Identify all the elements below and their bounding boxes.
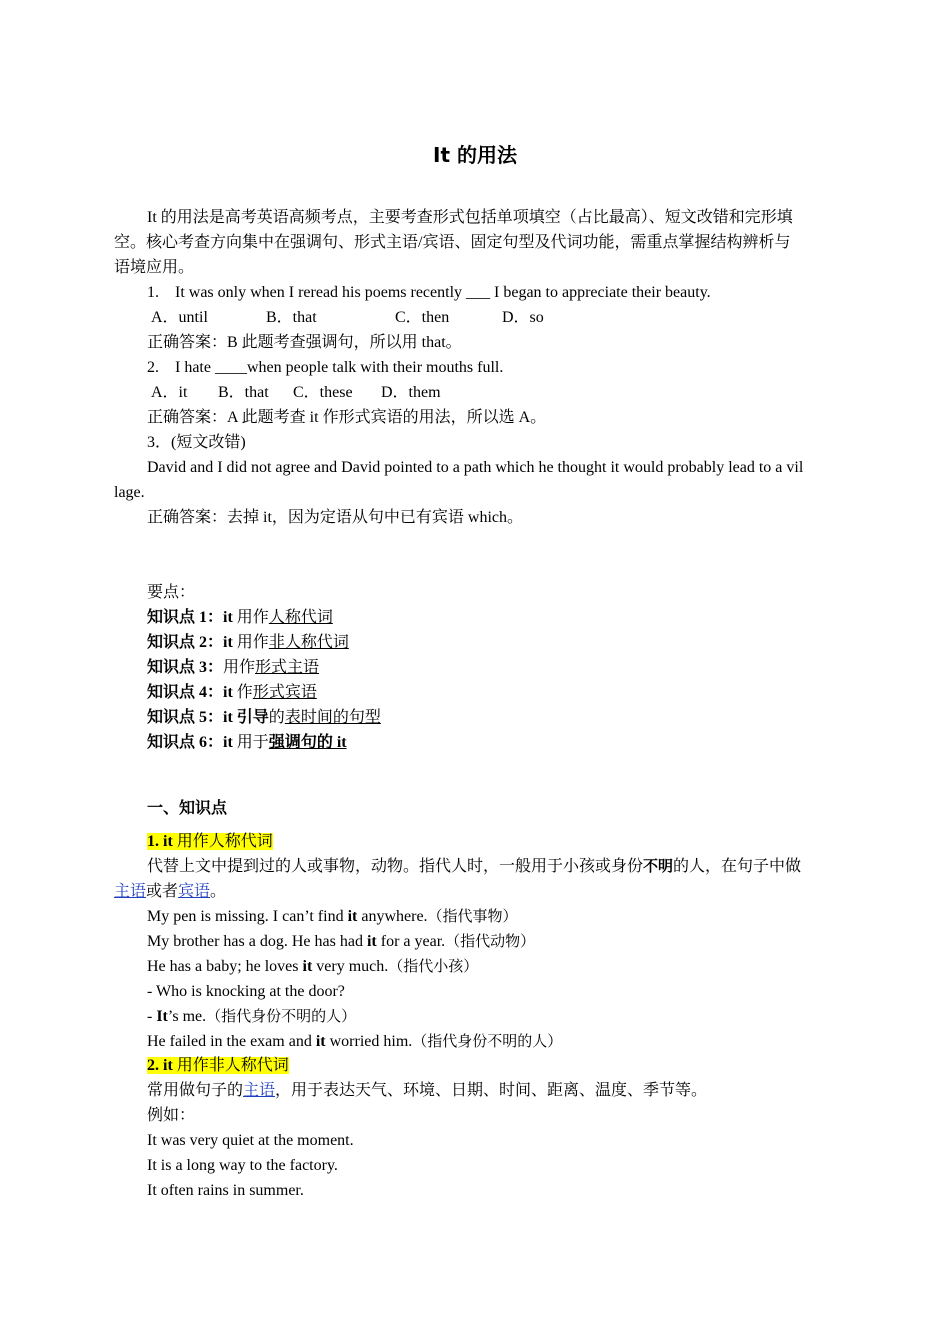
question-3-line-2: lage. (114, 484, 145, 501)
keypoint-6 (147, 730, 347, 755)
keypoint-lead: 用作 (232, 634, 269, 651)
keypoint-label: 知识点 1： (147, 609, 224, 626)
keypoint-1 (147, 605, 333, 630)
keypoint-label: 知识点 6： (147, 734, 224, 751)
keypoint-topic: 形式宾语 (252, 684, 317, 701)
example-note: （指代事物） (427, 907, 518, 925)
example-line (147, 1029, 562, 1054)
example-text: - (147, 1008, 157, 1025)
example-line (147, 954, 478, 979)
intro-line-2: 空。核心考查方向集中在强调句、形式主语/宾语、固定句型及代词功能，需重点掌握结构辨析与 (114, 234, 791, 251)
example-text: anywhere. (357, 908, 428, 925)
example-line: It often rains in summer. (147, 1182, 304, 1199)
subsection-title-text: 用作人称代词 (172, 833, 273, 850)
keypoint-lead-bold: it (223, 609, 233, 626)
desc-text: 常用做句子的 (147, 1082, 244, 1099)
example-text: for a year. (376, 933, 446, 950)
intro-line-1: It 的用法是高考英语高频考点，主要考查形式包括单项填空（占比最高）、短文改错和完形填 (147, 209, 793, 226)
intro-line-3: 语境应用。 (114, 259, 195, 276)
keypoints-heading: 要点： (147, 584, 196, 601)
question-3-line-1: David and I did not agree and David pointed to a path which he thought it would probably lead to a vil (147, 459, 804, 476)
example-text: He has a baby; he loves (147, 958, 303, 975)
example-note: （指代身份不明的人） (412, 1032, 563, 1050)
keypoint-5 (147, 705, 381, 730)
example-text: My pen is missing. I can’t find (147, 908, 348, 925)
desc-text: 或者 (146, 883, 179, 900)
example-line (147, 979, 345, 1004)
desc-text: 的人，在句子中做 (673, 858, 802, 875)
keypoint-lead: 的 (268, 709, 285, 726)
desc-text: 代替上文中提到过的人或事物，动物。指代人时，一般用于小孩或身份 (147, 858, 644, 875)
example-it: it (366, 933, 377, 950)
question-1-options (151, 305, 544, 330)
page-title: It 的用法 (433, 143, 517, 167)
keypoint-4 (147, 680, 317, 705)
keypoint-label: 知识点 3： (147, 659, 224, 676)
example-text: He failed in the exam and (147, 1033, 316, 1050)
keypoint-3 (147, 655, 319, 680)
keypoint-label: 知识点 4： (147, 684, 224, 701)
subject-link[interactable]: 主语 (243, 1082, 276, 1099)
example-text: very much. (312, 958, 389, 975)
example-text: - Who is knocking at the door? (147, 983, 345, 1000)
example-line: It is a long way to the factory. (147, 1157, 338, 1174)
question-2-options (151, 380, 441, 405)
example-label: 例如： (147, 1107, 196, 1124)
option-c: C．these (293, 384, 353, 401)
subsection-title-text: 用作非人称代词 (172, 1057, 289, 1074)
keypoint-lead-bold: it 引导 (223, 709, 269, 726)
question-3-answer: 正确答案：去掉 it，因为定语从句中已有宾语 which。 (147, 509, 523, 526)
example-note: （指代身份不明的人） (206, 1007, 357, 1025)
keypoint-topic: 强调句的 it (268, 734, 347, 751)
keypoint-topic: 表时间的句型 (284, 709, 381, 726)
keypoint-lead-bold: it (223, 634, 233, 651)
keypoint-topic: 形式主语 (255, 659, 320, 676)
subsection-number: 1. it (147, 833, 173, 850)
example-note: （指代小孩） (388, 957, 479, 975)
subject-link[interactable]: 主语 (114, 883, 147, 900)
keypoint-lead: 用作 (232, 609, 269, 626)
desc-bold: 不明 (643, 857, 674, 875)
example-line (147, 1004, 356, 1029)
keypoint-label: 知识点 5： (147, 709, 224, 726)
option-a: A．it (151, 384, 188, 401)
example-text: ’s me. (167, 1008, 207, 1025)
example-line: It was very quiet at the moment. (147, 1132, 354, 1149)
keypoint-topic: 人称代词 (268, 609, 333, 626)
option-c: C．then (395, 309, 450, 326)
example-it: It (156, 1008, 168, 1025)
example-it: it (315, 1033, 326, 1050)
example-it: it (347, 908, 358, 925)
object-link[interactable]: 宾语 (178, 883, 211, 900)
subsection-2-desc (147, 1078, 707, 1103)
subsection-2-title (147, 1053, 289, 1078)
keypoint-topic: 非人称代词 (268, 634, 349, 651)
question-2-stem: 2. I hate ____when people talk with their mouths full. (147, 359, 504, 376)
section-heading: 一、知识点 (147, 798, 228, 817)
example-line (147, 929, 535, 954)
desc-text: 。 (210, 883, 227, 900)
keypoint-label: 知识点 2： (147, 634, 224, 651)
keypoint-lead: 用作 (223, 659, 256, 676)
subsection-1-title (147, 829, 273, 854)
option-b: B．that (218, 384, 269, 401)
example-text: worried him. (325, 1033, 413, 1050)
subsection-number: 2. it (147, 1057, 173, 1074)
keypoint-lead-bold: it (223, 734, 233, 751)
option-d: D．them (381, 384, 441, 401)
desc-text: ，用于表达天气、环境、日期、时间、距离、温度、季节等。 (275, 1082, 708, 1099)
option-d: D．so (502, 309, 544, 326)
example-it: it (302, 958, 313, 975)
example-note: （指代动物） (445, 932, 536, 950)
question-1-answer: 正确答案：B 此题考查强调句，所以用 that。 (147, 334, 462, 351)
keypoint-2 (147, 630, 349, 655)
keypoint-lead-bold: it (223, 684, 233, 701)
keypoint-lead: 用于 (232, 734, 269, 751)
option-b: B．that (266, 309, 317, 326)
example-text: My brother has a dog. He has had (147, 933, 367, 950)
option-a: A．until (151, 309, 208, 326)
subsection-1-desc-line-2 (114, 879, 226, 904)
question-2-answer: 正确答案：A 此题考查 it 作形式宾语的用法，所以选 A。 (147, 409, 547, 426)
question-1-stem: 1. It was only when I reread his poems recently ___ I began to appreciate their beauty. (147, 284, 711, 301)
question-3-stem: 3．(短文改错) (147, 434, 246, 451)
example-line (147, 904, 518, 929)
keypoint-lead: 作 (232, 684, 253, 701)
subsection-1-desc-line-1 (147, 854, 801, 879)
